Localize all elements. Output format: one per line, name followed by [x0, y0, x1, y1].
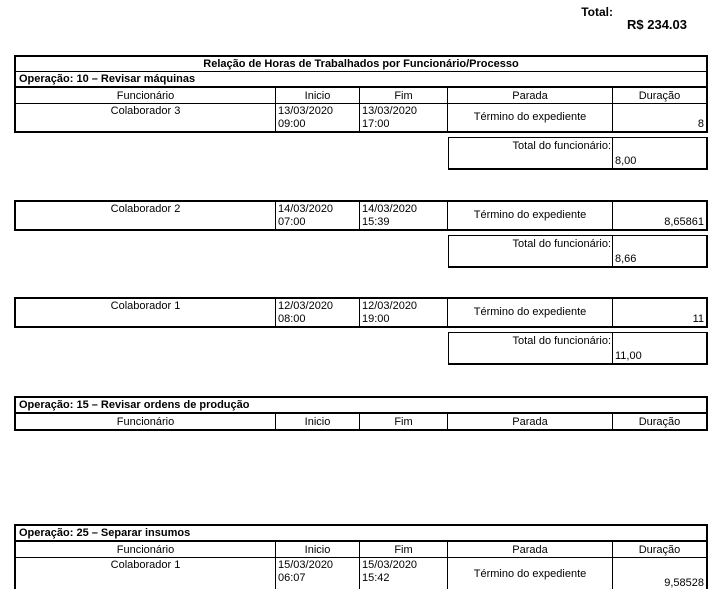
cell-inicio — [276, 202, 360, 229]
inicio-time: 06:07 — [278, 572, 306, 584]
employee-total-label: Total do funcionário: — [449, 138, 613, 168]
grand-total-value: R$ 234.03 — [627, 17, 687, 32]
fim-date: 15/03/2020 — [362, 559, 418, 571]
cell-fim — [360, 104, 448, 131]
column-header-fim: Fim — [360, 542, 448, 557]
fim-date: 13/03/2020 — [362, 105, 418, 117]
cell-parada: Término do expediente — [448, 202, 613, 229]
operation-15-label: Operação: 15 – Revisar ordens de produção — [16, 398, 706, 414]
column-header-duracao: Duração — [638, 416, 681, 428]
column-header-funcionario: Funcionário — [16, 88, 276, 103]
column-header-parada: Parada — [448, 414, 613, 429]
inicio-time: 09:00 — [278, 118, 306, 130]
employee-total-box — [448, 137, 708, 170]
cell-parada: Término do expediente — [448, 299, 613, 326]
column-header-fim: Fim — [360, 414, 448, 429]
employee-total-box — [448, 332, 708, 365]
column-header-parada: Parada — [448, 542, 613, 557]
operation-15-table — [14, 396, 708, 431]
cell-duracao: 8,65861 — [664, 216, 704, 228]
cell-duracao: 9,58528 — [664, 577, 704, 589]
cell-inicio — [276, 299, 360, 326]
operation-10-row-2 — [14, 200, 708, 231]
cell-duracao: 8 — [697, 118, 704, 130]
operation-25-label: Operação: 25 – Separar insumos — [16, 526, 706, 542]
operation-25-table — [14, 524, 708, 589]
cell-parada: Término do expediente — [448, 104, 613, 131]
operation-10-label: Operação: 10 – Revisar máquinas — [16, 72, 706, 88]
column-header-inicio: Inicio — [276, 88, 360, 103]
column-header-funcionario: Funcionário — [16, 414, 276, 429]
operation-10-row-3 — [14, 297, 708, 328]
inicio-date: 13/03/2020 — [278, 105, 334, 117]
cell-fim — [360, 202, 448, 229]
cell-funcionario: Colaborador 1 — [16, 299, 276, 326]
column-header-row — [16, 88, 706, 104]
column-header-inicio: Inicio — [276, 542, 360, 557]
column-header-row — [16, 414, 706, 429]
column-header-duracao: Duração — [638, 544, 681, 556]
column-header-row — [16, 542, 706, 558]
employee-total-value: 8,66 — [615, 253, 637, 265]
fim-time: 19:00 — [362, 313, 390, 325]
table-row-colaborador-1 — [16, 558, 706, 589]
grand-total-label: Total: — [581, 5, 613, 19]
cell-funcionario: Colaborador 1 — [16, 558, 276, 589]
inicio-date: 12/03/2020 — [278, 300, 334, 312]
fim-time: 15:42 — [362, 572, 390, 584]
cell-inicio — [276, 558, 360, 589]
fim-date: 12/03/2020 — [362, 300, 418, 312]
column-header-fim: Fim — [360, 88, 448, 103]
report-title: Relação de Horas de Trabalhados por Funcionário/Processo — [16, 57, 706, 72]
column-header-funcionario: Funcionário — [16, 542, 276, 557]
fim-time: 17:00 — [362, 118, 390, 130]
cell-duracao: 11 — [692, 313, 704, 325]
column-header-parada: Parada — [448, 88, 613, 103]
cell-fim — [360, 299, 448, 326]
inicio-date: 14/03/2020 — [278, 203, 334, 215]
employee-total-box — [448, 235, 708, 268]
table-row-colaborador-2 — [16, 202, 706, 229]
employee-total-value: 11,00 — [615, 350, 642, 362]
inicio-time: 07:00 — [278, 216, 306, 228]
column-header-inicio: Inicio — [276, 414, 360, 429]
inicio-time: 08:00 — [278, 313, 306, 325]
column-header-duracao: Duração — [638, 90, 681, 102]
cell-parada: Término do expediente — [448, 558, 613, 589]
fim-time: 15:39 — [362, 216, 390, 228]
inicio-date: 15/03/2020 — [278, 559, 334, 571]
employee-total-label: Total do funcionário: — [449, 333, 613, 363]
employee-total-value: 8,00 — [615, 155, 637, 167]
operation-10-table — [14, 55, 708, 133]
table-row-colaborador-1 — [16, 299, 706, 326]
employee-total-label: Total do funcionário: — [449, 236, 613, 266]
cell-inicio — [276, 104, 360, 131]
cell-fim — [360, 558, 448, 589]
table-row-colaborador-3 — [16, 104, 706, 131]
fim-date: 14/03/2020 — [362, 203, 418, 215]
cell-funcionario: Colaborador 2 — [16, 202, 276, 229]
cell-funcionario: Colaborador 3 — [16, 104, 276, 131]
